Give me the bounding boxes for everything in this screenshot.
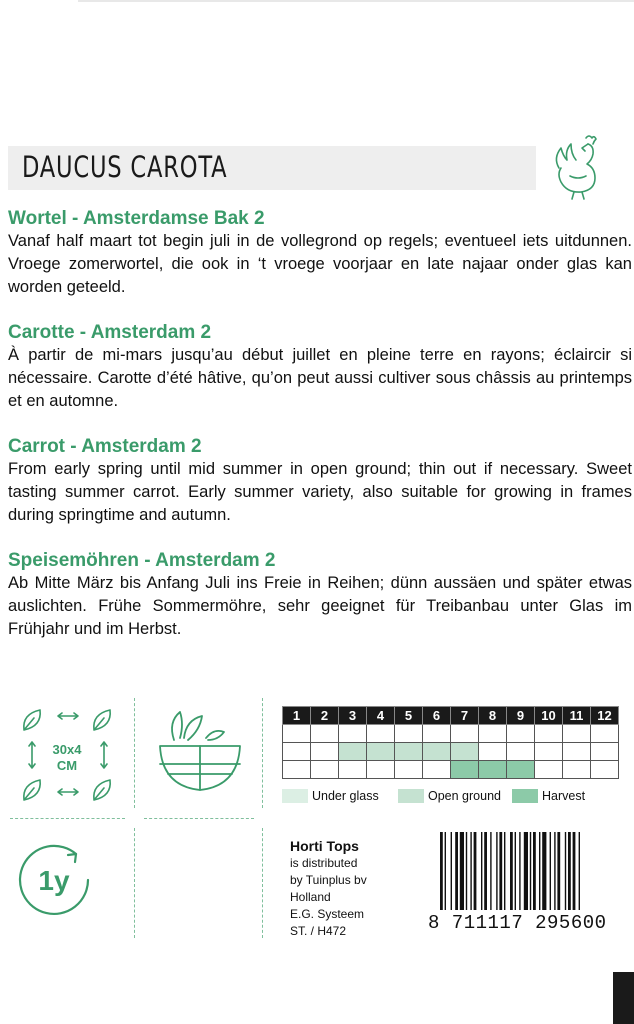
section-text: Ab Mitte März bis Anfang Juli ins Freie in Reihen; dünn aussäen und später etwas auslichten. Frühe Sommermöhre, sehr geeignet für Treibanbau unter Glas im Frühjahr und im Herbst.: [8, 574, 632, 638]
spacing-value: 30x4: [52, 742, 82, 757]
under-glass-swatch: [282, 789, 308, 803]
calendar-cell: [451, 761, 479, 779]
open-ground-swatch: [398, 789, 424, 803]
divider: [10, 818, 125, 819]
calendar-cell: [591, 743, 619, 761]
calendar-cell: [507, 743, 535, 761]
month-label: 10: [535, 707, 563, 725]
month-header-row: [283, 707, 619, 725]
section-text: À partir de mi-mars jusqu’au début juillet en pleine terre en rayons; éclaircir si nécessaire. Carotte d’été hâtive, qu’on peut aussi cultiver sous châssis au printemps et en automne.: [8, 346, 632, 410]
month-label: 1: [283, 707, 311, 725]
calendar-cell: [311, 725, 339, 743]
distributor-line: ST. / H472: [290, 924, 347, 938]
month-label: 11: [563, 707, 591, 725]
calendar-cell: [423, 725, 451, 743]
calendar-cell: [395, 743, 423, 761]
brand-name: Horti Tops: [290, 838, 359, 854]
harvest-label: Harvest: [542, 789, 586, 803]
sowing-calendar: [282, 706, 619, 779]
harvest-row: [283, 761, 619, 779]
month-label: 2: [311, 707, 339, 725]
month-label: 9: [507, 707, 535, 725]
calendar-cell: [395, 725, 423, 743]
calendar-cell: [395, 761, 423, 779]
calendar-cell: [367, 725, 395, 743]
calendar-cell: [563, 743, 591, 761]
calendar-cell: [339, 761, 367, 779]
barcode-icon: [438, 832, 618, 912]
calendar-cell: [339, 743, 367, 761]
calendar-cell: [311, 761, 339, 779]
under-glass-label: Under glass: [312, 789, 379, 803]
species-name: DAUCUS CAROTA: [22, 150, 228, 184]
section-french: [8, 322, 632, 413]
calendar-cell: [507, 725, 535, 743]
calendar-cell: [423, 761, 451, 779]
calendar-cell: [535, 743, 563, 761]
calendar-cell: [535, 761, 563, 779]
month-label: 4: [367, 707, 395, 725]
calendar-cell: [339, 725, 367, 743]
divider: [262, 698, 263, 808]
month-label: 7: [451, 707, 479, 725]
calendar-cell: [423, 743, 451, 761]
calendar-cell: [367, 761, 395, 779]
calendar-cell: [507, 761, 535, 779]
distributor-info: [290, 838, 367, 940]
calendar-cell: [367, 743, 395, 761]
distributor-line: by Tuinplus bv: [290, 873, 367, 887]
distributor-line: is distributed: [290, 856, 358, 870]
distributor-line: Holland: [290, 890, 331, 904]
calendar-cell: [451, 743, 479, 761]
section-text: From early spring until mid summer in open ground; thin out if necessary. Sweet tasting summer carrot. Early summer variety, also suitable for growing in frames during springtime and autumn.: [8, 460, 632, 524]
section-title: Speisemöhren - Amsterdam 2: [8, 550, 276, 571]
divider: [262, 828, 263, 938]
calendar-cell: [283, 725, 311, 743]
spacing-label: [50, 742, 84, 774]
calendar-cell: [591, 761, 619, 779]
calendar-cell: [479, 743, 507, 761]
month-label: 5: [395, 707, 423, 725]
divider: [134, 698, 135, 808]
distributor-line: E.G. Systeem: [290, 907, 365, 921]
section-text: Vanaf half maart tot begin juli in de vollegrond op regels; eventueel iets uitdunnen. Vroege zomerwortel, die ook in ‘t vroege voorjaar en late najaar onder glas kan worden geteeld.: [8, 232, 632, 296]
calendar-cell: [311, 743, 339, 761]
under-glass-row: [283, 725, 619, 743]
top-rule: [78, 0, 634, 2]
month-label: 12: [591, 707, 619, 725]
section-english: [8, 436, 632, 527]
rooster-logo-icon: [548, 132, 608, 200]
barcode-number: 8 711117 295600: [428, 912, 607, 934]
month-label: 6: [423, 707, 451, 725]
open-ground-label: Open ground: [428, 789, 501, 803]
print-mark: [613, 972, 634, 1024]
calendar-cell: [535, 725, 563, 743]
calendar-cell: [479, 725, 507, 743]
section-german: [8, 550, 632, 641]
divider: [134, 828, 135, 938]
section-title: Carotte - Amsterdam 2: [8, 322, 212, 343]
month-label: 8: [479, 707, 507, 725]
calendar-cell: [283, 743, 311, 761]
harvest-swatch: [512, 789, 538, 803]
section-title: Carrot - Amsterdam 2: [8, 436, 202, 457]
calendar-cell: [479, 761, 507, 779]
open-ground-row: [283, 743, 619, 761]
divider: [144, 818, 254, 819]
spacing-unit: CM: [56, 758, 78, 773]
calendar-cell: [563, 761, 591, 779]
lifecycle-label: 1y: [38, 865, 70, 896]
section-title: Wortel - Amsterdamse Bak 2: [8, 208, 265, 229]
calendar-cell: [283, 761, 311, 779]
section-dutch: [8, 208, 632, 299]
calendar-cell: [591, 725, 619, 743]
calendar-cell: [563, 725, 591, 743]
month-label: 3: [339, 707, 367, 725]
sowing-bowl-icon: [148, 704, 252, 804]
calendar-cell: [451, 725, 479, 743]
